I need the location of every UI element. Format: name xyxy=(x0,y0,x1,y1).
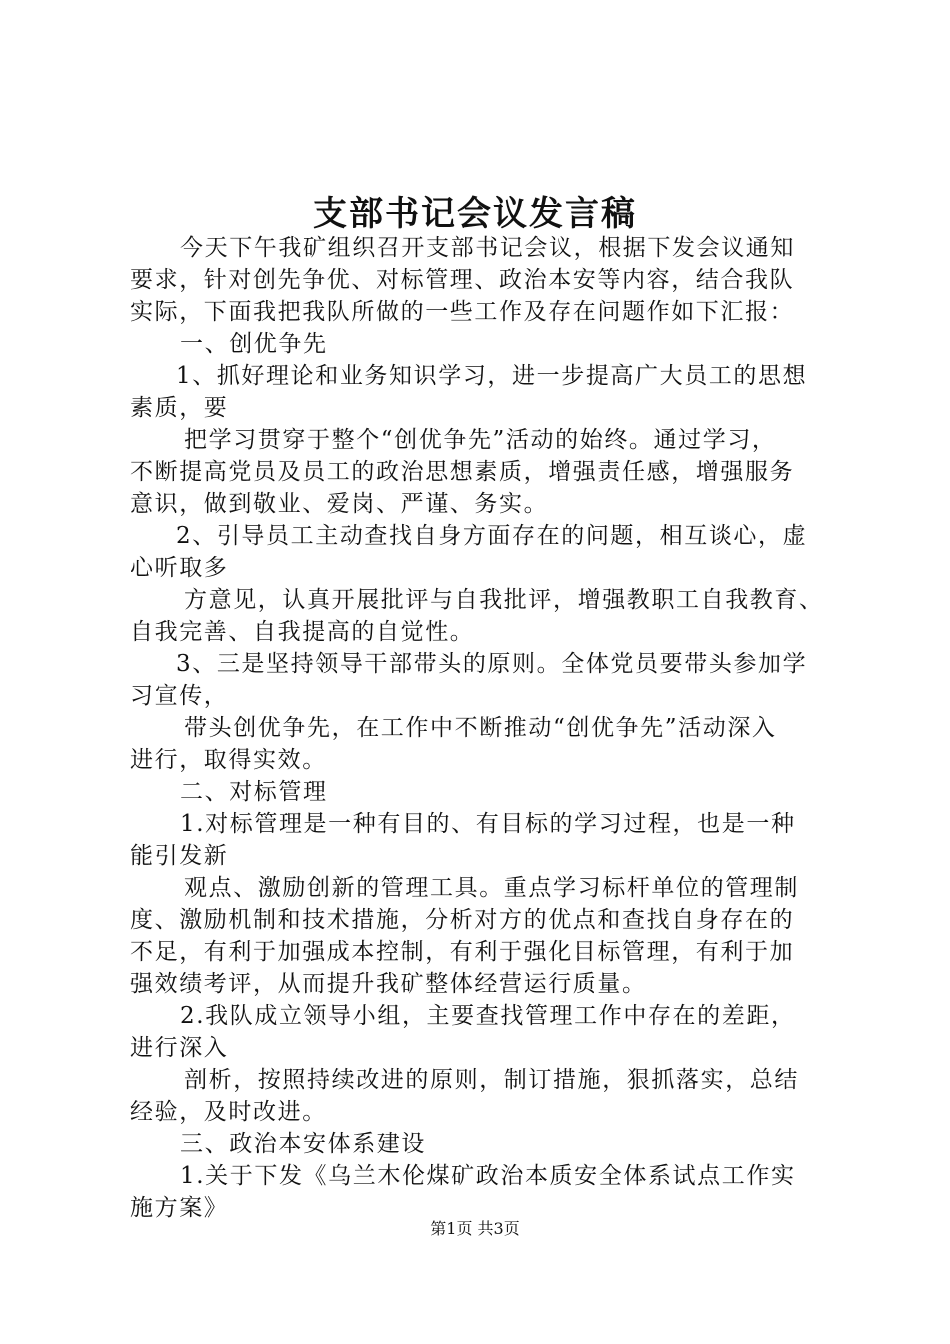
paragraph-line: 进行，取得实效。 xyxy=(130,747,327,773)
paragraph-line: 经验，及时改进。 xyxy=(130,1099,327,1125)
paragraph-line: 不足，有利于加强成本控制，有利于强化目标管理，有利于加 xyxy=(130,939,795,965)
paragraph-line: 2.我队成立领导小组，主要查找管理工作中存在的差距， xyxy=(180,1003,796,1029)
paragraph-line: 把学习贯穿于整个“创优争先”活动的始终。通过学习， xyxy=(184,427,777,453)
paragraph-line: 方意见，认真开展批评与自我批评，增强教职工自我教育、 xyxy=(184,587,824,613)
paragraph-line: 习宣传， xyxy=(130,683,229,709)
page-footer: 第1页 共3页 xyxy=(430,1219,520,1238)
paragraph-line: 进行深入 xyxy=(130,1035,229,1061)
paragraph-line: 度、激励机制和技术措施，分析对方的优点和查找自身存在的 xyxy=(130,907,795,933)
paragraph-line: 1.对标管理是一种有目的、有目标的学习过程，也是一种 xyxy=(180,811,796,837)
paragraph-line: 1、抓好理论和业务知识学习，进一步提高广大员工的思想 xyxy=(176,363,808,389)
paragraph-line: 1.关于下发《乌兰木伦煤矿政治本质安全体系试点工作实 xyxy=(180,1163,796,1189)
paragraph-line: 3、三是坚持领导干部带头的原则。全体党员要带头参加学 xyxy=(176,651,808,677)
section-heading: 二、对标管理 xyxy=(180,779,328,805)
paragraph-line: 带头创优争先，在工作中不断推动“创优争先”活动深入 xyxy=(184,715,777,741)
document-title: 支部书记会议发言稿 xyxy=(313,194,637,234)
paragraph-line: 2、引导员工主动查找自身方面存在的问题，相互谈心，虚 xyxy=(176,523,808,549)
paragraph-line: 实际，下面我把我队所做的一些工作及存在问题作如下汇报： xyxy=(130,299,795,325)
paragraph-line: 素质，要 xyxy=(130,395,229,421)
paragraph-line: 不断提高党员及员工的政治思想素质，增强责任感，增强服务 xyxy=(130,459,795,485)
paragraph-line: 强效绩考评，从而提升我矿整体经营运行质量。 xyxy=(130,971,647,997)
paragraph-line: 施方案》 xyxy=(130,1195,229,1221)
paragraph-line: 要求，针对创先争优、对标管理、政治本安等内容，结合我队 xyxy=(130,267,795,293)
paragraph-line: 能引发新 xyxy=(130,843,229,869)
paragraph-line: 心听取多 xyxy=(130,555,229,581)
paragraph-line: 今天下午我矿组织召开支部书记会议，根据下发会议通知 xyxy=(180,235,795,261)
paragraph-line: 剖析，按照持续改进的原则，制订措施，狠抓落实，总结 xyxy=(184,1067,799,1093)
document-body xyxy=(130,232,830,1224)
paragraph-line: 意识，做到敬业、爱岗、严谨、务实。 xyxy=(130,491,549,517)
section-heading: 三、政治本安体系建设 xyxy=(180,1131,426,1157)
paragraph-line: 观点、激励创新的管理工具。重点学习标杆单位的管理制 xyxy=(184,875,799,901)
paragraph-line: 自我完善、自我提高的自觉性。 xyxy=(130,619,475,645)
section-heading: 一、创优争先 xyxy=(180,331,328,357)
